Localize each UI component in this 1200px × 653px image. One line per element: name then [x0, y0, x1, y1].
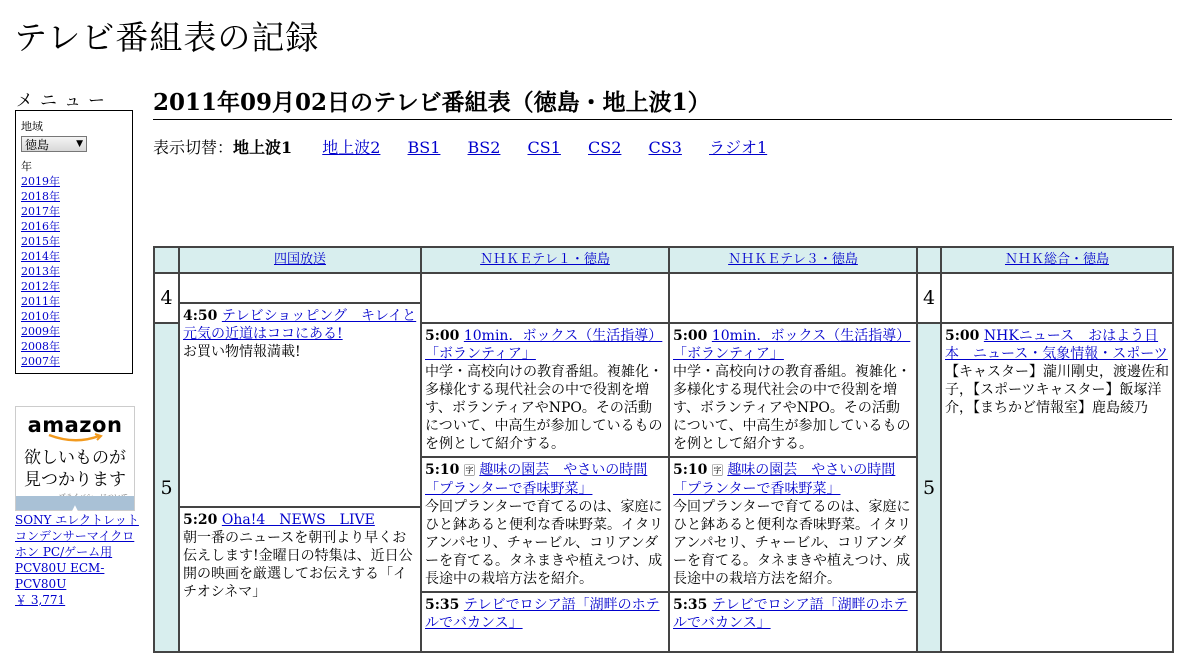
program-time: 4:50: [183, 308, 218, 324]
empty-cell: [179, 273, 421, 303]
sidebar-menu: [15, 110, 133, 374]
hour-cell-4-right: 4: [917, 273, 941, 323]
region-label: 地域: [21, 120, 43, 133]
page-heading: 2011年09月02日のテレビ番組表（徳島・地上波1）: [153, 84, 1172, 120]
hour-cell-5-right: 5: [917, 323, 941, 652]
ad-tagline-1: 欲しいものが: [24, 448, 126, 468]
program-desc: 朝一番のニュースを朝刊より早くお伝えします!金曜日の特集は、近日公開の映画を厳選してお伝えする「イチオシネマ」: [183, 530, 413, 600]
chevron-down-icon: ▼: [76, 139, 83, 149]
channel-header: [421, 247, 669, 273]
hour-cell-5: 5: [154, 323, 179, 652]
region-select-value: 徳島: [25, 137, 50, 152]
year-link-2013[interactable]: 2013年: [21, 265, 60, 278]
ad-product-link[interactable]: SONY エレクトレットコンデンサーマイクロホン PC/ゲーム用 PCV80U ECM-PCV80U: [15, 513, 139, 591]
program-cell: [421, 592, 669, 652]
year-link-2015[interactable]: 2015年: [21, 235, 60, 248]
year-link-2017[interactable]: 2017年: [21, 205, 60, 218]
year-link-2019[interactable]: 2019年: [21, 175, 60, 188]
program-title-link[interactable]: 趣味の園芸 やさいの時間「プランターで香味野菜」: [673, 462, 896, 497]
year-link-2014[interactable]: 2014年: [21, 250, 60, 263]
channel-link-nhk[interactable]: ＮＨＫ総合・徳島: [1004, 252, 1109, 267]
table-row: [154, 273, 1173, 303]
switch-link-radio1[interactable]: ラジオ1: [708, 138, 768, 157]
empty-cell: [421, 273, 669, 323]
program-cell: [669, 323, 917, 457]
program-time: 5:35: [673, 597, 708, 613]
program-cell: [669, 457, 917, 592]
program-title-link[interactable]: テレビでロシア語「湖畔のホテルでバカンス」: [425, 597, 660, 631]
program-desc: お買い物情報満載!: [183, 344, 301, 360]
switch-link-terrestrial2[interactable]: 地上波2: [322, 138, 381, 157]
program-cell: [179, 303, 421, 507]
amazon-ad-banner[interactable]: [15, 406, 135, 514]
switch-label: 表示切替：: [153, 138, 234, 157]
program-time: 5:10: [425, 462, 460, 478]
program-time: 5:20: [183, 512, 218, 528]
channel-switcher: [153, 135, 767, 158]
ad-expand-bar[interactable]: [16, 496, 134, 514]
program-cell: [941, 323, 1173, 652]
year-link-2008[interactable]: 2008年: [21, 340, 60, 353]
program-title-link[interactable]: テレビショッピング キレイと元気の近道はココにある!: [183, 308, 417, 342]
channel-link-shikoku[interactable]: 四国放送: [273, 252, 326, 267]
year-link-2018[interactable]: 2018年: [21, 190, 60, 203]
year-link-2007[interactable]: 2007年: [21, 355, 60, 368]
program-desc: 【キャスター】瀧川剛史，渡邊佐和子，【スポーツキャスター】飯塚洋介，【まちかど情報室】鹿島綾乃: [945, 364, 1169, 416]
program-time: 5:00: [425, 328, 460, 344]
program-table: [153, 246, 1174, 653]
table-header-row: [154, 247, 1173, 273]
program-desc: 今回プランターで育てるのは、家庭にひと鉢あると便利な香味野菜。イタリアンパセリ、チャービル、コリアンダーを育てる。タネまきや植えつけ、成長途中の栽培方法を紹介。: [425, 499, 663, 587]
program-cell: [669, 592, 917, 652]
year-list: [21, 174, 127, 369]
switch-link-cs1[interactable]: CS1: [527, 138, 561, 157]
program-title-link[interactable]: NHKニュース おはよう日本 ニュース・気象情報・スポーツ: [945, 328, 1168, 362]
year-link-2010[interactable]: 2010年: [21, 310, 60, 323]
channel-header: [669, 247, 917, 273]
ad-tagline-2: 見つかります: [24, 470, 126, 490]
program-title-link[interactable]: 趣味の園芸 やさいの時間「プランターで香味野菜」: [425, 462, 648, 497]
site-title: テレビ番組表の記録: [14, 18, 320, 57]
switch-current: 地上波1: [233, 138, 293, 157]
program-time: 5:10: [673, 462, 708, 478]
data-broadcast-icon: 🈑: [463, 464, 475, 477]
corner-cell: [154, 247, 179, 273]
program-time: 5:35: [425, 597, 460, 613]
menu-heading: メニュー: [16, 91, 112, 111]
hour-cell-4: 4: [154, 273, 179, 323]
switch-link-cs3[interactable]: CS3: [648, 138, 682, 157]
year-link-2012[interactable]: 2012年: [21, 280, 60, 293]
program-title-link[interactable]: テレビでロシア語「湖畔のホテルでバカンス」: [673, 597, 908, 631]
program-desc: 今回プランターで育てるのは、家庭にひと鉢あると便利な香味野菜。イタリアンパセリ、チャービル、コリアンダーを育てる。タネまきや植えつけ、成長途中の栽培方法を紹介。: [673, 499, 911, 587]
ad-product-price[interactable]: ￥ 3,771: [15, 593, 66, 607]
program-desc: 中学・高校向けの教育番組。複雑化・多様化する現代社会の中で役割を増す、ボランティアやNPO。その活動について、中高生が参加しているものを例として紹介する。: [673, 364, 911, 452]
data-broadcast-icon: 🈑: [711, 464, 723, 477]
program-title-link[interactable]: 10min．ボックス（生活指導）「ボランティア」: [673, 328, 911, 362]
year-link-2016[interactable]: 2016年: [21, 220, 60, 233]
amazon-logo: amazon: [27, 413, 123, 437]
program-cell: [421, 457, 669, 592]
program-title-link[interactable]: 10min．ボックス（生活指導）「ボランティア」: [425, 328, 663, 362]
switch-link-bs1[interactable]: BS1: [407, 138, 441, 157]
program-time: 5:00: [673, 328, 708, 344]
program-cell: [179, 507, 421, 652]
program-title-link[interactable]: Oha!4 NEWS LIVE: [221, 512, 375, 528]
channel-link-etv3[interactable]: ＮＨＫＥテレ３・徳島: [728, 252, 858, 267]
program-cell: [421, 323, 669, 457]
region-select[interactable]: [21, 136, 87, 152]
chevron-up-icon: ▲: [71, 504, 79, 514]
switch-link-bs2[interactable]: BS2: [467, 138, 501, 157]
program-desc: 中学・高校向けの教育番組。複雑化・多様化する現代社会の中で役割を増す、ボランティアやNPO。その活動について、中高生が参加しているものを例として紹介する。: [425, 364, 663, 452]
empty-cell: [669, 273, 917, 323]
channel-header: [941, 247, 1173, 273]
channel-link-etv1[interactable]: ＮＨＫＥテレ１・徳島: [480, 252, 610, 267]
program-time: 5:00: [945, 328, 980, 344]
corner-cell: [917, 247, 941, 273]
ad-product: [15, 512, 140, 608]
year-link-2011[interactable]: 2011年: [21, 295, 60, 308]
year-link-2009[interactable]: 2009年: [21, 325, 60, 338]
switch-link-cs2[interactable]: CS2: [588, 138, 622, 157]
empty-cell: [941, 273, 1173, 323]
year-label: 年: [21, 160, 32, 173]
channel-header: [179, 247, 421, 273]
